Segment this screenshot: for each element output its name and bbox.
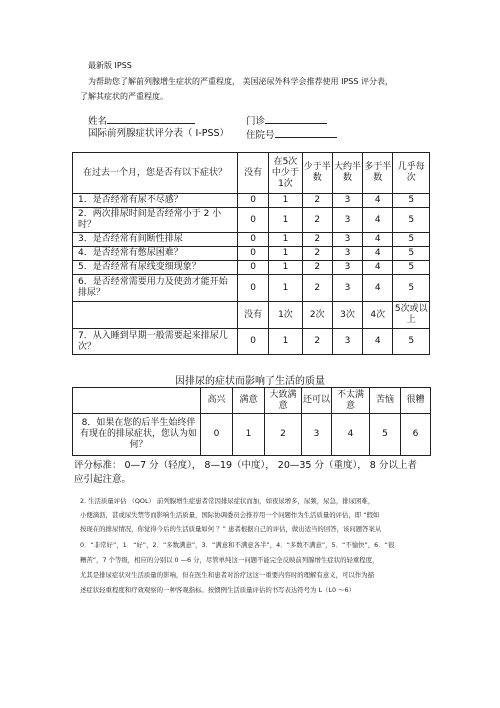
score-cell[interactable]: 1 bbox=[269, 208, 302, 233]
header-half: 大约半数 bbox=[332, 153, 362, 194]
question-7: 7．从入睡到早期一般需要起来排尿几次？ bbox=[73, 329, 238, 355]
score-cell[interactable]: 3 bbox=[302, 414, 332, 456]
header-question: 在过去一个月，您是否有以下症状？ bbox=[73, 153, 238, 194]
score-cell[interactable]: 5 bbox=[393, 247, 430, 261]
score-cell[interactable]: 4 bbox=[363, 194, 393, 208]
header-2-times: 2次 bbox=[302, 302, 332, 329]
header-lt1in5: 在5次中少于1次 bbox=[269, 153, 302, 194]
score-cell[interactable]: 4 bbox=[363, 261, 393, 275]
score-cell[interactable]: 4 bbox=[363, 329, 393, 355]
score-cell[interactable]: 1 bbox=[269, 275, 302, 302]
table-row bbox=[73, 208, 430, 233]
doc-title: 最新版 IPSS bbox=[88, 61, 132, 70]
name-label: 姓名 bbox=[88, 116, 108, 127]
score-cell[interactable]: 0 bbox=[237, 194, 268, 208]
score-cell[interactable]: 1 bbox=[269, 329, 302, 355]
score-cell[interactable]: 5 bbox=[393, 208, 430, 233]
note-line: 尤其是排尿症状对生活质量的影响，但在医生和患者对治疗这这一重要内容时的理解有意义，可以作为描 bbox=[80, 571, 374, 579]
score-cell[interactable]: 0 bbox=[237, 275, 268, 302]
header-mostly-satisfied: 大致满意 bbox=[265, 388, 302, 414]
score-cell[interactable]: 1 bbox=[269, 247, 302, 261]
note-line: 小便滴沥，甚或尿失禁等而影响生活质量，国际协调委员会推荐用一个问题作为生活质量的评估，即 “假如 bbox=[80, 511, 380, 519]
table-row bbox=[73, 261, 430, 275]
header-pleased: 满意 bbox=[233, 388, 265, 414]
scale-title: 国际前列腺症状评分表（ I-PSS） bbox=[88, 128, 230, 139]
clinic-blank[interactable] bbox=[265, 114, 327, 124]
question-1: 1．是否经常有尿不尽感？ bbox=[73, 194, 238, 208]
score-cell[interactable]: 0 bbox=[237, 247, 268, 261]
question-3: 3．是否经常有间断性排尿 bbox=[73, 233, 238, 247]
question-4: 4．是否经常有憋尿困难？ bbox=[73, 247, 238, 261]
header-none: 没有 bbox=[237, 302, 268, 329]
score-cell[interactable]: 0 bbox=[237, 329, 268, 355]
qol-table bbox=[72, 387, 431, 456]
inpatient-blank[interactable] bbox=[275, 128, 337, 138]
note-line: 按现在的排尿情况，你觉得今后的生活质量如何 ？” 患者根据自己的评估，做出适当的回答，该问题答案从 bbox=[80, 525, 382, 533]
header-1-time: 1次 bbox=[269, 302, 302, 329]
criteria-line-2: 应引起注意。 bbox=[74, 474, 132, 485]
header-always: 几乎每次 bbox=[393, 153, 430, 194]
score-cell[interactable]: 1 bbox=[269, 233, 302, 247]
score-cell[interactable]: 3 bbox=[332, 233, 362, 247]
score-cell[interactable]: 1 bbox=[269, 194, 302, 208]
header-unhappy: 苦恼 bbox=[370, 388, 401, 414]
score-cell[interactable]: 5 bbox=[393, 275, 430, 302]
score-cell[interactable]: 5 bbox=[370, 414, 401, 456]
score-cell[interactable]: 2 bbox=[302, 233, 332, 247]
score-cell[interactable]: 0 bbox=[237, 233, 268, 247]
table-row bbox=[73, 194, 430, 208]
blank-cell bbox=[73, 388, 201, 414]
score-cell[interactable]: 3 bbox=[332, 208, 362, 233]
header-never: 没有 bbox=[237, 153, 268, 194]
header-gt-half: 多于半数 bbox=[363, 153, 393, 194]
score-cell[interactable]: 2 bbox=[265, 414, 302, 456]
score-cell[interactable]: 3 bbox=[332, 329, 362, 355]
qol-caption: 因排尿的症状而影响了生活的质量 bbox=[175, 376, 325, 387]
table-row bbox=[73, 329, 430, 355]
header-lt-half: 少于半数 bbox=[302, 153, 332, 194]
score-cell[interactable]: 2 bbox=[302, 247, 332, 261]
criteria-line-1: 评分标准： 0—7 分（轻度）， 8—19（中度）， 20—35 分（重度）， 8 分以上者 bbox=[74, 460, 417, 471]
score-cell[interactable]: 1 bbox=[269, 261, 302, 275]
score-cell[interactable]: 2 bbox=[302, 194, 332, 208]
score-cell[interactable]: 0 bbox=[201, 414, 233, 456]
table-row bbox=[73, 233, 430, 247]
score-cell[interactable]: 6 bbox=[401, 414, 431, 456]
note-line: 0．“非常好”，1．“好”，2．“多数满意”，3．“满意和不满意各半”，4．“多数不满意”，5．“不愉快”，6．“很 bbox=[80, 541, 395, 549]
intro-line-1: 为帮助您了解前列腺增生症状的严重程度， 美国泌尿外科学会推荐使用 IPSS 评分表， bbox=[88, 77, 393, 86]
score-cell[interactable]: 4 bbox=[363, 233, 393, 247]
nocturia-header-row bbox=[73, 302, 430, 329]
score-cell[interactable]: 2 bbox=[302, 329, 332, 355]
score-cell[interactable]: 2 bbox=[302, 275, 332, 302]
clinic-field bbox=[246, 114, 327, 128]
intro-line-2: 了解其症状的严重程度。 bbox=[80, 92, 168, 101]
score-cell[interactable]: 2 bbox=[302, 208, 332, 233]
table-row bbox=[73, 414, 431, 456]
blank-cell bbox=[73, 302, 238, 329]
inpatient-label: 住院号 bbox=[246, 130, 275, 141]
score-cell[interactable]: 5 bbox=[393, 329, 430, 355]
score-cell[interactable]: 4 bbox=[363, 208, 393, 233]
question-6: 6．是否经常需要用力及使劲才能开始排尿？ bbox=[73, 275, 238, 302]
score-cell[interactable]: 5 bbox=[393, 233, 430, 247]
header-5-or-more: 5次或以上 bbox=[393, 302, 430, 329]
header-terrible: 很糟 bbox=[401, 388, 431, 414]
ipss-table bbox=[72, 152, 430, 355]
score-cell[interactable]: 4 bbox=[332, 414, 370, 456]
score-cell[interactable]: 2 bbox=[302, 261, 332, 275]
question-5: 5．是否经常有尿线变细现象？ bbox=[73, 261, 238, 275]
question-2: 2．两次排尿时间是否经常小于 2 小时？ bbox=[73, 208, 238, 233]
inpatient-field bbox=[246, 128, 337, 142]
header-4-times: 4次 bbox=[363, 302, 393, 329]
header-mixed: 还可以 bbox=[302, 388, 332, 414]
header-mostly-dissatisfied: 不太满意 bbox=[332, 388, 370, 414]
score-cell[interactable]: 1 bbox=[233, 414, 265, 456]
question-8: 8．如果在您的后半生始终伴有现在的排尿症状，您认为如何？ bbox=[73, 414, 201, 456]
header-delighted: 高兴 bbox=[201, 388, 233, 414]
score-cell[interactable]: 3 bbox=[332, 194, 362, 208]
score-cell[interactable]: 0 bbox=[237, 208, 268, 233]
score-cell[interactable]: 5 bbox=[393, 194, 430, 208]
name-blank[interactable] bbox=[107, 114, 195, 124]
ipss-header-row bbox=[73, 153, 430, 194]
note-line: 2. 生活质量评估 （QOL） 前列腺增生症患者常因排尿症状而加，如夜尿增多，尿频，尿急，排尿困难， bbox=[80, 497, 375, 505]
header-3-times: 3次 bbox=[332, 302, 362, 329]
score-cell[interactable]: 3 bbox=[332, 275, 362, 302]
score-cell[interactable]: 3 bbox=[332, 247, 362, 261]
score-cell[interactable]: 0 bbox=[237, 261, 268, 275]
note-line: 述症状轻重程度和疗效观察的一种客观指标。按惯例生活质量评估的书写表达符号为 L（L0 ～6） bbox=[80, 586, 355, 594]
table-row bbox=[73, 275, 430, 302]
note-line: 糟苦”，7 个等级，相应的分别以 0 —6 分，尽管单纯这一问题不能完全反映前列腺增生症状的轻重程度， bbox=[80, 556, 379, 564]
score-cell[interactable]: 3 bbox=[332, 261, 362, 275]
table-row bbox=[73, 247, 430, 261]
clinic-label: 门诊 bbox=[246, 116, 266, 127]
score-cell[interactable]: 4 bbox=[363, 275, 393, 302]
score-cell[interactable]: 5 bbox=[393, 261, 430, 275]
name-field bbox=[88, 114, 195, 128]
qol-header-row bbox=[73, 388, 431, 414]
score-cell[interactable]: 4 bbox=[363, 247, 393, 261]
